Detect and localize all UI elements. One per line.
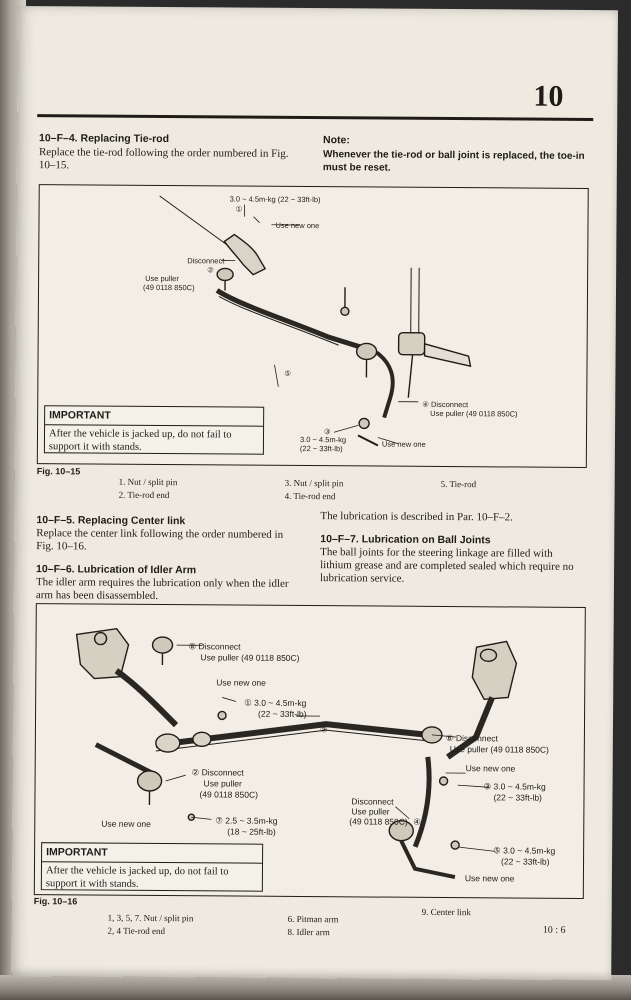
manual-page xyxy=(11,6,618,980)
caption-fig-10-16: Fig. 10–16 xyxy=(33,896,78,907)
label-f16-disconnect-4: Disconnect xyxy=(351,796,394,807)
legend-15-5: 5. Tie-rod xyxy=(440,478,477,490)
label-f16-torque-5b: (22 ~ 33ft-lb) xyxy=(501,856,550,867)
label-f16-torque-7b: (18 ~ 25ft-lb) xyxy=(227,826,276,837)
important-title-16: IMPORTANT xyxy=(42,843,262,864)
label-torque-1: 3.0 ~ 4.5m-kg (22 ~ 33ft-lb) xyxy=(229,194,321,205)
label-n2: ② xyxy=(207,265,214,275)
important-body-16: After the vehicle is jacked up, do not fail to support it with stands. xyxy=(45,865,229,890)
label-f16-torque-1b: (22 ~ 33ft-lb) xyxy=(258,708,307,720)
legend-15-3: 3. Nut / split pin xyxy=(284,477,344,489)
label-f16-n9: ⑨ xyxy=(319,724,328,735)
label-f16-puller-no-2: (49 0118 850C) xyxy=(199,789,258,800)
text-replacing-tie-rod: Replace the tie-rod following the order numbered in Fig. 10–15. xyxy=(38,146,289,172)
text-lubrication-ball-joints: The ball joints for the steering linkage are filled with lithium grease and are completed sealed which require no lubrication service. xyxy=(319,546,574,585)
label-f16-puller-4: Use puller xyxy=(351,806,390,817)
legend-16-3: 6. Pitman arm xyxy=(287,913,339,925)
heading-lubrication-idler-arm: 10–F–6. Lubrication of Idler Arm xyxy=(36,563,197,577)
label-f16-torque-1a: ① 3.0 ~ 4.5m-kg xyxy=(244,697,307,709)
important-body-15: After the vehicle is jacked up, do not fail to support it with stands. xyxy=(48,428,232,453)
label-f16-puller-2: Use puller xyxy=(203,778,242,789)
label-n5: ⑤ xyxy=(284,368,292,378)
label-use-puller-4: Use puller (49 0118 850C) xyxy=(430,408,518,419)
label-f16-torque-3a: ③ 3.0 ~ 4.5m-kg xyxy=(483,781,546,792)
label-use-new-3: Use new one xyxy=(381,439,426,449)
label-f16-torque-5a: ⑤ 3.0 ~ 4.5m-kg xyxy=(493,845,556,856)
label-torque-3b: (22 ~ 33ft-lb) xyxy=(299,443,343,454)
label-f16-puller-6: Use puller (49 0118 850C) xyxy=(449,744,549,755)
figure-10-16 xyxy=(34,603,586,899)
label-use-puller-2: Use puller xyxy=(145,273,179,284)
label-f16-disconnect-6: ⑥ Disconnect xyxy=(445,733,498,744)
label-n1: ① xyxy=(235,204,243,214)
figure-10-15 xyxy=(37,184,589,468)
heading-replacing-tie-rod: 10–F–4. Replacing Tie-rod xyxy=(39,132,170,146)
heading-replacing-center-link: 10–F–5. Replacing Center link xyxy=(36,514,186,528)
header-rule xyxy=(37,114,593,121)
label-f16-n4: ④ xyxy=(413,816,421,827)
chapter-number: 10 xyxy=(533,79,564,113)
note-heading: Note: xyxy=(323,134,350,147)
label-f16-puller-no-4: (49 0118 850C) xyxy=(349,816,408,827)
note-text: Whenever the tie-rod or ball joint is replaced, the toe-in must be reset. xyxy=(322,149,585,174)
legend-15-2: 2. Tie-rod end xyxy=(118,489,170,501)
label-f16-disconnect-8: ⑧ Disconnect xyxy=(188,641,241,652)
label-n3: ③ xyxy=(324,427,331,437)
legend-16-5: 9. Center link xyxy=(421,906,471,918)
label-f16-torque-7a: ⑦ 2.5 ~ 3.5m-kg xyxy=(215,815,278,826)
legend-15-4: 4. Tie-rod end xyxy=(284,490,336,502)
label-disconnect-2: Disconnect xyxy=(187,256,225,266)
label-f16-torque-3b: (22 ~ 33ft-lb) xyxy=(493,792,542,803)
important-title-15: IMPORTANT xyxy=(45,406,263,427)
label-torque-3a: 3.0 ~ 4.5m-kg xyxy=(299,434,347,445)
label-f16-use-new-2: Use new one xyxy=(465,763,516,774)
legend-16-4: 8. Idler arm xyxy=(287,926,330,938)
legend-16-2: 2, 4 Tie-rod end xyxy=(107,925,166,937)
important-box-15 xyxy=(44,405,264,455)
page-number: 10 : 6 xyxy=(542,924,566,936)
label-f16-puller-8: Use puller (49 0118 850C) xyxy=(200,652,300,663)
text-lubrication-idler-arm: The idler arm requires the lubrication only when the idler arm has been disassembled. xyxy=(35,576,289,602)
text-replacing-center-link: Replace the center link following the order numbered in Fig. 10–16. xyxy=(36,527,284,553)
label-disconnect-4: ④ Disconnect xyxy=(422,399,469,410)
text-lubrication-reference: The lubrication is described in Par. 10–F–2. xyxy=(320,510,513,524)
label-f16-use-new-4: Use new one xyxy=(464,873,515,884)
heading-lubrication-ball-joints: 10–F–7. Lubrication on Ball Joints xyxy=(320,533,491,547)
label-f16-disconnect-2: ② Disconnect xyxy=(191,767,244,778)
label-puller-no-2: (49 0118 850C) xyxy=(143,282,195,293)
label-f16-use-new-1: Use new one xyxy=(216,677,266,688)
label-use-new-1: Use new one xyxy=(275,220,320,231)
caption-fig-10-15: Fig. 10–15 xyxy=(36,466,81,477)
label-f16-use-new-3: Use new one xyxy=(101,818,151,829)
important-box-16 xyxy=(41,842,263,892)
legend-16-1: 1, 3, 5, 7. Nut / split pin xyxy=(107,912,194,924)
legend-15-1: 1. Nut / split pin xyxy=(118,476,178,488)
